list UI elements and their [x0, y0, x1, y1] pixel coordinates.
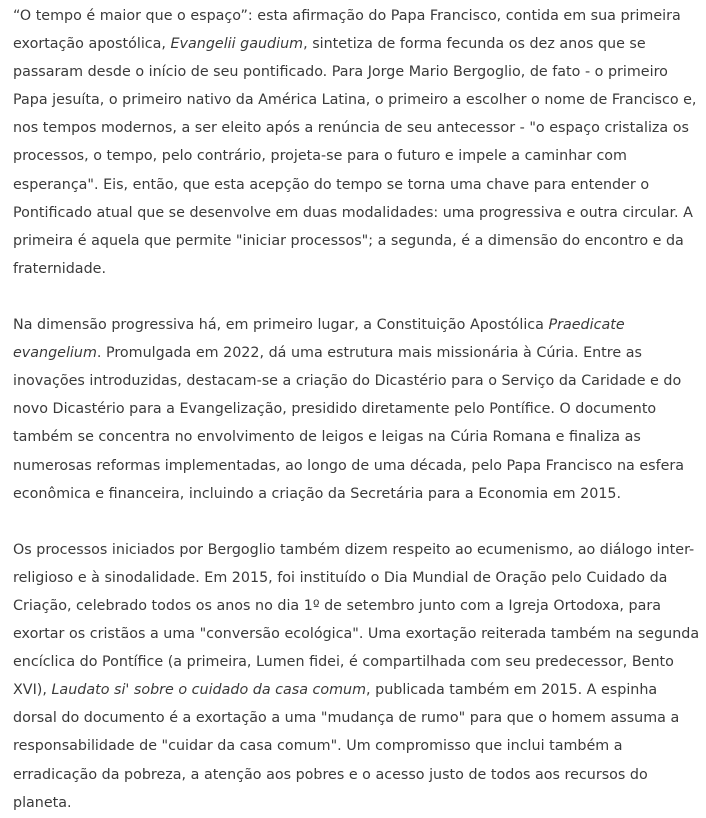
- document-title-praedicate-evangelium: Praedicate evangelium: [13, 317, 625, 362]
- paragraph-text: Na dimensão progressiva há, em primeiro lugar, a Constituição Apostólica: [13, 317, 549, 334]
- paragraph-text: , publicada também em 2015. A espinha dorsal do documento é a exortação a uma "mudança de rumo" para que o homem assuma a responsabilidade de "cuidar da casa comum". Um compromisso que inclui também a erradicação da pobreza, a atenção aos pobres e o acesso justo de todos aos recursos do planeta.: [13, 682, 680, 811]
- paragraph-ecumenism-laudato-si: [13, 536, 700, 817]
- document-title-evangelii-gaudium: Evangelii gaudium: [170, 36, 304, 53]
- paragraph-praedicate-evangelium: [13, 311, 700, 508]
- document-title-laudato-si: Laudato si' sobre o cuidado da casa comum: [51, 682, 367, 699]
- paragraph-text: “O tempo é maior que o espaço”: esta afirmação do Papa Francisco, contida em sua primeira exortação apostólica,: [13, 8, 681, 53]
- paragraph-pontificate-time: [13, 2, 700, 283]
- paragraph-text: Os processos iniciados por Bergoglio também dizem respeito ao ecumenismo, ao diálogo inter-religioso e à sinodalidade. Em 2015, foi instituído o Dia Mundial de Oração pelo Cuidado da Criação, celebrado todos os anos no dia 1º de setembro junto com a Igreja Ortodoxa, para exortar os cristãos a uma "conversão ecológica". Uma exortação reiterada também na segunda encíclica do Pontífice (a primeira, Lumen fidei, é compartilhada com seu predecessor, Bento XVI),: [13, 541, 700, 699]
- paragraph-text: . Promulgada em 2022, dá uma estrutura mais missionária à Cúria. Entre as inovações introduzidas, destacam-se a criação do Dicastério para o Serviço da Caridade e do novo Dicastério para a Evangelização, presidido diretamente pelo Pontífice. O documento também se concentra no envolvimento de leigos e leigas na Cúria Romana e finaliza as numerosas reformas implementadas, ao longo de uma década, pelo Papa Francisco na esfera econômica e financeira, incluindo a criação da Secretária para a Economia em 2015.: [13, 345, 685, 502]
- paragraph-text: , sintetiza de forma fecunda os dez anos que se passaram desde o início de seu pontificado. Para Jorge Mario Bergoglio, de fato - o primeiro Papa jesuíta, o primeiro nativo da América Latina, o primeiro a escolher o nome de Francisco e, nos tempos modernos, a ser eleito após a renúncia de seu antecessor - "o espaço cristaliza os processos, o tempo, pelo contrário, projeta-se para o futuro e impele a caminhar com esperança". Eis, então, que esta acepção do tempo se torna uma chave para entender o Pontificado atual que se desenvolve em duas modalidades: uma progressiva e outra circular. A primeira é aquela que permite "iniciar processos"; a segunda, é a dimensão do encontro e da fraternidade.: [13, 36, 697, 277]
